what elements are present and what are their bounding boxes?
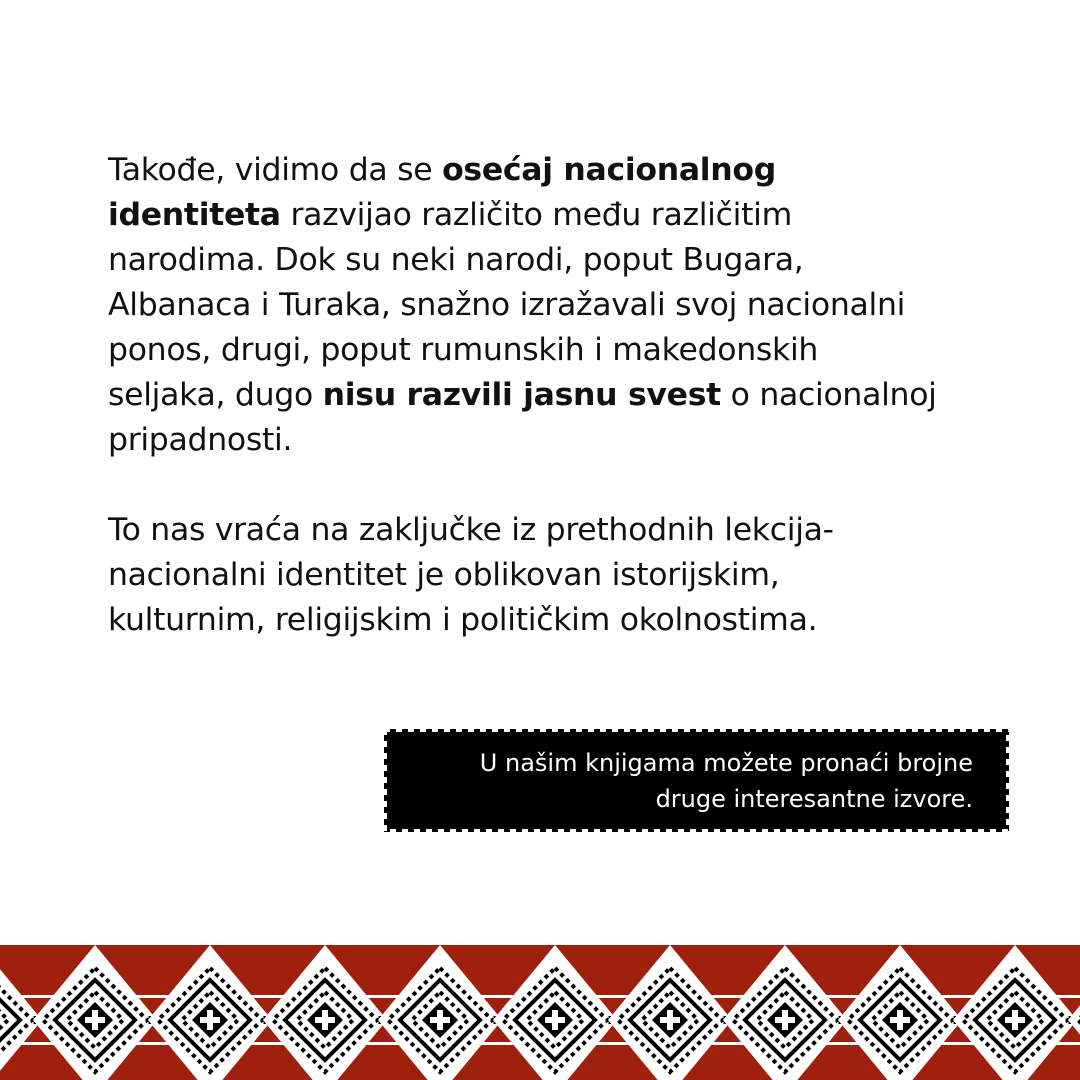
- text-segment: ponos, drugi, poput rumunskih i makedonskih: [108, 332, 819, 368]
- bold-text: nisu razvili jasnu svest: [322, 377, 721, 413]
- callout-line-2: druge interesantne izvore.: [655, 785, 973, 813]
- callout-line-1: U našim knjigama možete pronaći brojne: [479, 749, 973, 777]
- main-text: [108, 148, 988, 643]
- text-segment: o nacionalnoj: [720, 377, 937, 413]
- text-segment: razvijao različito među različitim: [280, 197, 792, 233]
- callout-box: [384, 729, 1009, 832]
- folk-embroidery-pattern: [0, 945, 1080, 1080]
- paragraph-2: [108, 508, 988, 643]
- text-segment: Takođe, vidimo da se: [108, 152, 443, 188]
- callout-text: [390, 735, 1003, 826]
- text-segment: narodima. Dok su neki narodi, poput Bugara,: [108, 242, 804, 278]
- bold-text: identiteta: [108, 197, 281, 233]
- text-segment: nacionalni identitet je oblikovan istorijskim,: [108, 557, 780, 593]
- text-segment: kulturnim, religijskim i političkim okolnostima.: [108, 602, 818, 638]
- paragraph-1: [108, 148, 988, 463]
- text-segment: To nas vraća na zaključke iz prethodnih lekcija-: [108, 512, 834, 548]
- bold-text: osećaj nacionalnog: [442, 152, 776, 188]
- text-segment: Albanaca i Turaka, snažno izražavali svoj nacionalni: [108, 287, 906, 323]
- text-segment: seljaka, dugo: [108, 377, 323, 413]
- text-segment: pripadnosti.: [108, 422, 293, 458]
